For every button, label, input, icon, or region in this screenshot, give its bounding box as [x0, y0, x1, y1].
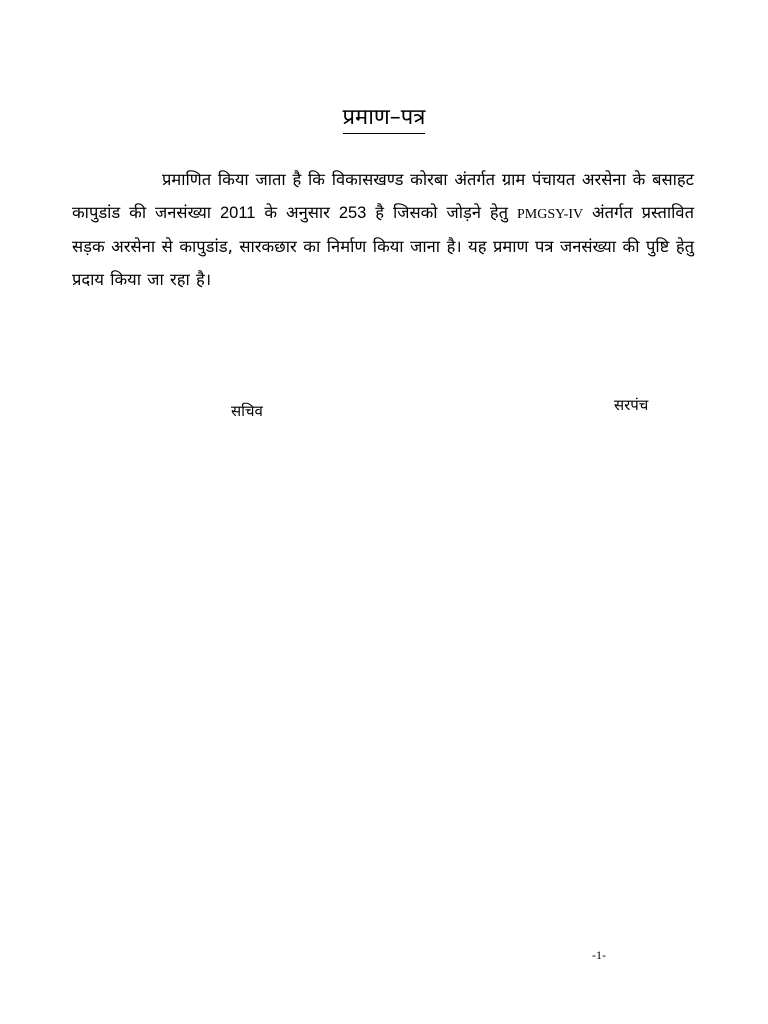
population-count: 253 — [338, 203, 367, 222]
scheme-name: PMGSY-IV — [516, 206, 584, 222]
body-text-part4: अंतर्गत प्रस्तावित सड़क अरसेना से कापुडांड, सारकछार का निर्माण किया जाना है। यह प्रमाण पत्र जनसंख्या की पुष्टि हेतु प्रदाय किया जा रहा है। — [72, 202, 694, 289]
body-text-part2: के अनुसार — [255, 202, 339, 222]
certificate-title-text: प्रमाण–पत्र — [343, 104, 426, 134]
signature-secretary: सचिव — [231, 402, 263, 420]
certificate-title — [0, 102, 768, 134]
page-number: -1- — [592, 948, 606, 962]
signature-sarpanch: सरपंच — [614, 396, 649, 414]
certificate-body — [72, 164, 694, 296]
census-year: 2011 — [219, 203, 256, 222]
body-text-part1: प्रमाणित किया जाता है कि विकासखण्ड कोरबा अंतर्गत ग्राम पंचायत अरसेना के बसाहट कापुडांड की जनसंख्या — [72, 170, 694, 222]
body-text-part3: है जिसको जोड़ने हेतु — [366, 202, 517, 222]
